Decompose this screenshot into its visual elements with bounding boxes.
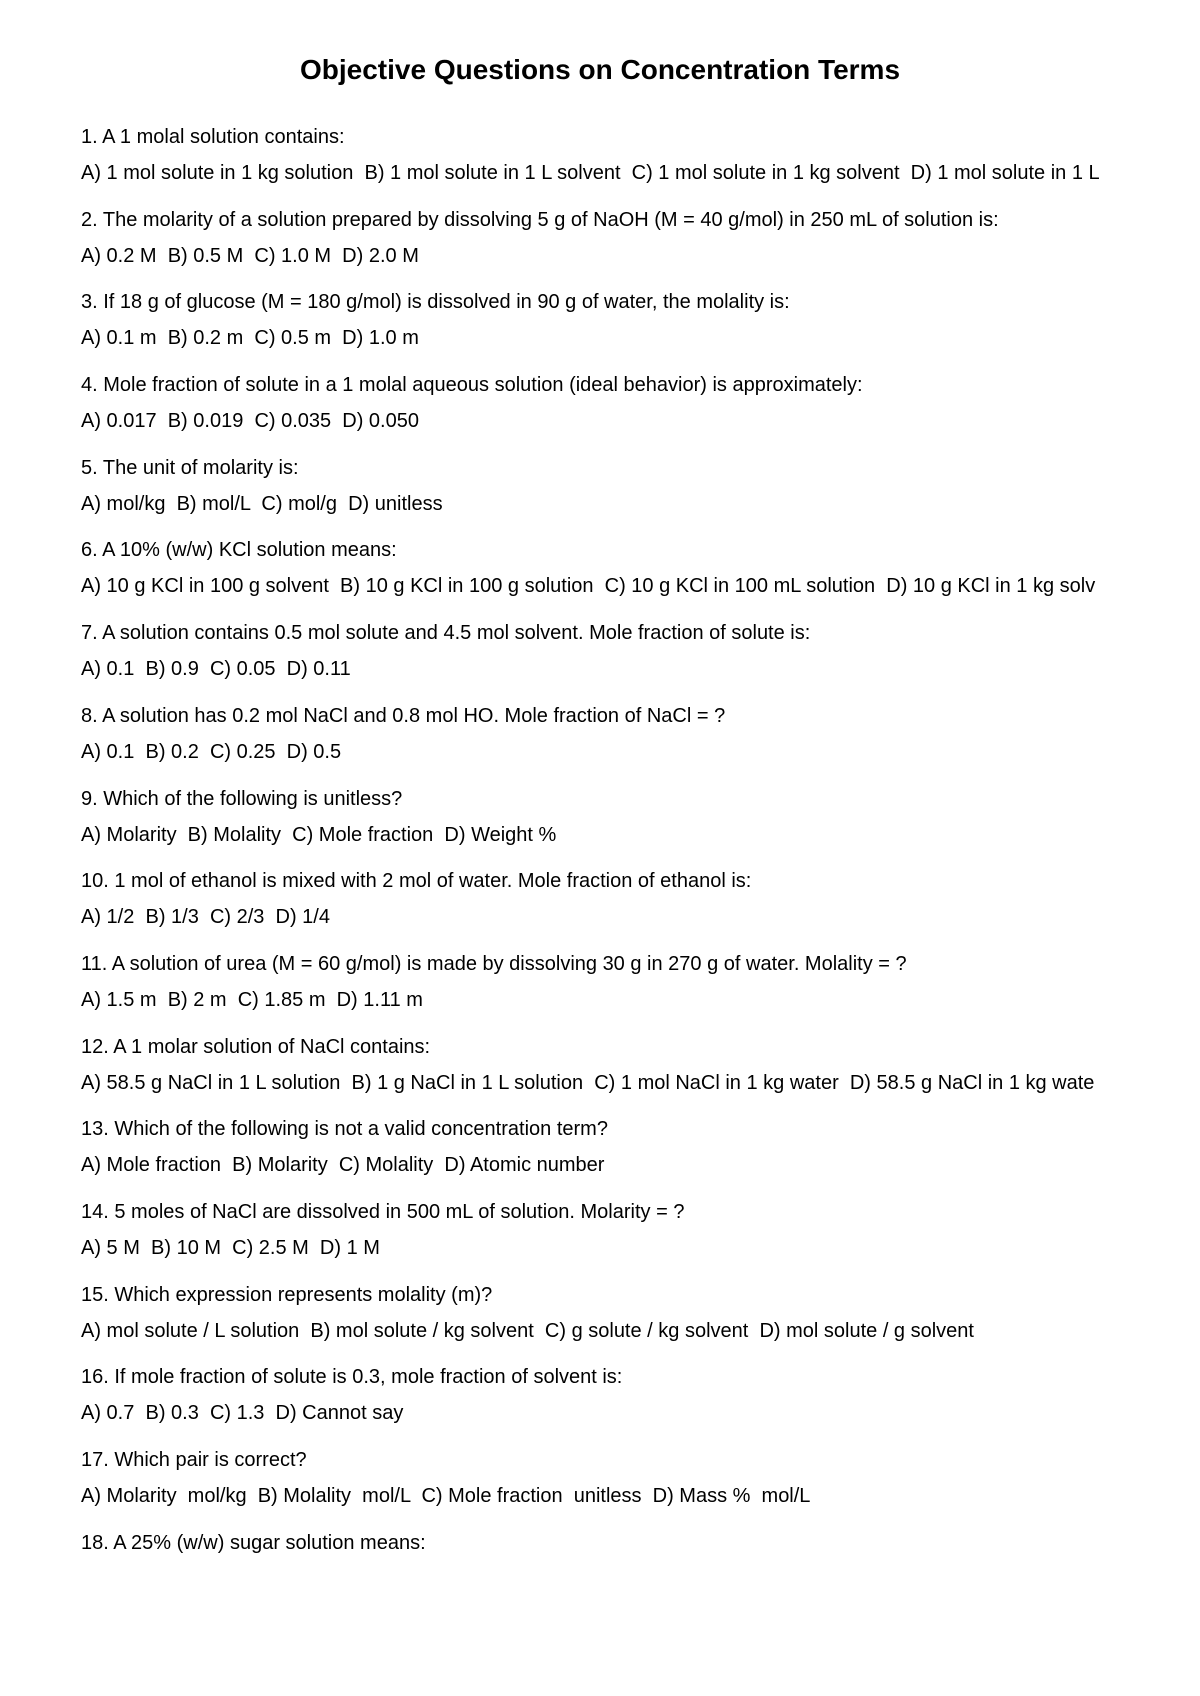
answer-options: A) 0.017 B) 0.019 C) 0.035 D) 0.050 — [81, 410, 419, 433]
answer-options: A) 1 mol solute in 1 kg solution B) 1 mol solute in 1 L solvent C) 1 mol solute in 1 kg solvent D) 1 mol solute in 1 L — [81, 162, 1100, 184]
question-item — [81, 367, 1200, 450]
answer-options: A) 1.5 m B) 2 m C) 1.85 m D) 1.11 m — [81, 988, 423, 1011]
question-item — [81, 1525, 1200, 1608]
question-item — [81, 946, 1200, 1029]
question-text: 4. Mole fraction of solute in a 1 molal aqueous solution (ideal behavior) is approximately: — [81, 374, 863, 397]
answer-options: A) mol solute / L solution B) mol solute / kg solvent C) g solute / kg solvent D) mol solute / g solvent — [81, 1319, 974, 1342]
document-title: Objective Questions on Concentration Terms — [299, 54, 901, 85]
question-text: 8. A solution has 0.2 mol NaCl and 0.8 mol HO. Mole fraction of NaCl = ? — [81, 704, 726, 727]
question-text: 5. The unit of molarity is: — [81, 456, 299, 479]
question-item — [81, 781, 1200, 864]
question-item — [81, 1194, 1200, 1277]
question-item — [81, 863, 1200, 946]
answer-options: A) 10 g KCl in 100 g solvent B) 10 g KCl in 100 g solution C) 10 g KCl in 100 mL solution D) 10 g KCl in 1 kg solv — [81, 575, 1096, 598]
answer-options: A) Molarity mol/kg B) Molality mol/L C) Mole fraction unitless D) Mass % mol/L — [81, 1485, 811, 1507]
question-item — [81, 1359, 1200, 1442]
question-text: 15. Which expression represents molality (m)? — [81, 1283, 493, 1306]
question-text: 11. A solution of urea (M = 60 g/mol) is made by dissolving 30 g in 270 g of water. Molality = ? — [81, 952, 907, 975]
question-text: 7. A solution contains 0.5 mol solute and 4.5 mol solvent. Mole fraction of solute is: — [81, 622, 811, 645]
question-item — [81, 1277, 1200, 1360]
question-item — [81, 284, 1200, 367]
question-item — [81, 532, 1200, 615]
question-text: 13. Which of the following is not a valid concentration term? — [81, 1118, 608, 1141]
question-text: 9. Which of the following is unitless? — [81, 787, 403, 810]
question-text: 16. If mole fraction of solute is 0.3, mole fraction of solvent is: — [81, 1366, 623, 1389]
question-item — [81, 1442, 1200, 1525]
question-item — [81, 119, 1200, 202]
question-text: 6. A 10% (w/w) KCl solution means: — [81, 539, 397, 562]
question-text: 1. A 1 molal solution contains: — [81, 126, 345, 148]
answer-options: A) 1/2 B) 1/3 C) 2/3 D) 1/4 — [81, 906, 330, 929]
answer-options: A) 0.1 B) 0.9 C) 0.05 D) 0.11 — [81, 658, 351, 681]
answer-options: A) Molarity B) Molality C) Mole fraction D) Weight % — [81, 823, 557, 846]
question-item — [81, 698, 1200, 781]
answer-options: A) 58.5 g NaCl in 1 L solution B) 1 g NaCl in 1 L solution C) 1 mol NaCl in 1 kg water D) 58.5 g NaCl in 1 kg wate — [81, 1071, 1095, 1094]
answer-options: A) 0.1 m B) 0.2 m C) 0.5 m D) 1.0 m — [81, 327, 419, 350]
question-text: 3. If 18 g of glucose (M = 180 g/mol) is dissolved in 90 g of water, the molality is: — [81, 291, 790, 314]
answer-options: A) 0.2 M B) 0.5 M C) 1.0 M D) 2.0 M — [81, 244, 419, 267]
answer-options: A) mol/kg B) mol/L C) mol/g D) unitless — [81, 492, 443, 515]
question-item — [81, 202, 1200, 285]
question-text: 2. The molarity of a solution prepared by dissolving 5 g of NaOH (M = 40 g/mol) in 250 mL of solution is: — [81, 208, 999, 231]
question-item — [81, 450, 1200, 533]
answer-options: A) Mole fraction B) Molarity C) Molality D) Atomic number — [81, 1154, 605, 1177]
answer-options: A) 0.1 B) 0.2 C) 0.25 D) 0.5 — [81, 740, 342, 763]
question-item — [81, 615, 1200, 698]
question-text: 10. 1 mol of ethanol is mixed with 2 mol of water. Mole fraction of ethanol is: — [81, 870, 752, 893]
question-text: 18. A 25% (w/w) sugar solution means: — [81, 1531, 426, 1554]
question-item — [81, 1029, 1200, 1112]
answer-options: A) 0.7 B) 0.3 C) 1.3 D) Cannot say — [81, 1402, 404, 1425]
question-list — [81, 119, 1200, 1607]
answer-options: A) 5 M B) 10 M C) 2.5 M D) 1 M — [81, 1236, 380, 1259]
question-item — [81, 1111, 1200, 1194]
question-text: 17. Which pair is correct? — [81, 1449, 307, 1471]
question-text: 12. A 1 molar solution of NaCl contains: — [81, 1035, 431, 1058]
question-text: 14. 5 moles of NaCl are dissolved in 500 mL of solution. Molarity = ? — [81, 1200, 685, 1223]
